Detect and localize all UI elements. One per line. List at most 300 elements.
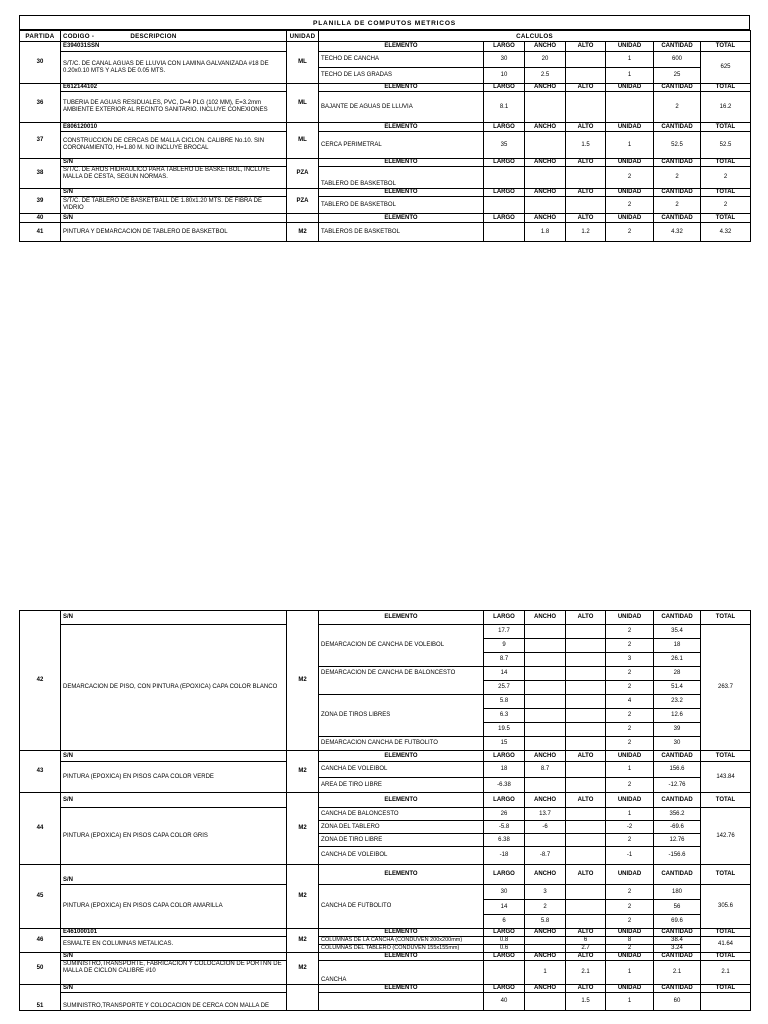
calc-elemento	[319, 625, 484, 639]
calc-unidad: 2	[606, 625, 654, 639]
calc-cantidad: 35.4	[654, 625, 701, 639]
ancho-header: ANCHO	[525, 953, 566, 961]
calc-elemento: CANCHA DE VOLEIBOL	[319, 762, 484, 778]
bottom-section	[19, 610, 750, 1011]
item-description: SUMINISTRO,TRANSPORTE Y COLOCACION DE CERCA CON MALLA DE	[61, 993, 287, 1011]
table-row	[20, 223, 751, 242]
calc-alto	[566, 653, 606, 667]
calc-alto	[566, 723, 606, 737]
calc-elemento: TABLERO DE BASKETBOL	[319, 167, 484, 189]
header-unidad: UNIDAD	[287, 31, 319, 42]
calc-alto	[566, 915, 606, 929]
item-code: E394031SSN	[61, 42, 287, 52]
partida-number: 45	[20, 865, 61, 929]
calc-largo: 14	[484, 667, 525, 681]
item-description: PINTURA (EPOXICA) EN PISOS CAPA COLOR VERDE	[61, 762, 287, 793]
calc-elemento	[319, 993, 484, 1011]
calc-ancho: 13.7	[525, 808, 566, 821]
item-code: E461000101	[61, 929, 287, 937]
total-header: TOTAL	[701, 793, 751, 808]
calc-cantidad: 51.4	[654, 681, 701, 695]
calc-unidad: 2	[606, 900, 654, 915]
unidad-header: UNIDAD	[606, 865, 654, 885]
unidad-header: UNIDAD	[606, 159, 654, 167]
calc-ancho	[525, 737, 566, 751]
partida-number: 30	[20, 42, 61, 84]
total-header: TOTAL	[701, 84, 751, 92]
total-header: TOTAL	[701, 865, 751, 885]
alto-header: ALTO	[566, 123, 606, 132]
calc-cantidad: 60	[654, 993, 701, 1011]
calc-cantidad: 3.24	[654, 945, 701, 953]
unidad-header: UNIDAD	[606, 929, 654, 937]
cantidad-header: CANTIDAD	[654, 793, 701, 808]
calc-ancho: 5.8	[525, 915, 566, 929]
calc-elemento: CANCHA	[319, 961, 484, 985]
item-code: S/N	[61, 953, 287, 961]
calc-ancho	[525, 625, 566, 639]
item-description: S/T/C. DE AROS HIDRAULICO PARA TABLERO DE BASKETBOL, INCLUYE MALLA DE CESTA, SEGUN NORMAS.	[61, 167, 287, 189]
alto-header: ALTO	[566, 793, 606, 808]
unidad-header: UNIDAD	[606, 751, 654, 762]
calc-unidad: 2	[606, 197, 654, 214]
item-unit: PZA	[287, 159, 319, 189]
item-code: E806120010	[61, 123, 287, 132]
partida-number: 50	[20, 953, 61, 985]
calc-cantidad: 12.6	[654, 709, 701, 723]
bottom-table	[19, 610, 751, 1011]
header-partida: PARTIDA	[20, 31, 61, 42]
calc-cantidad: 26.1	[654, 653, 701, 667]
calc-unidad: 1	[606, 808, 654, 821]
table-row	[20, 885, 751, 900]
header-calculos: CALCULOS	[319, 31, 751, 42]
calc-cantidad: 30	[654, 737, 701, 751]
alto-header: ALTO	[566, 751, 606, 762]
header-row	[20, 31, 751, 42]
elemento-header: ELEMENTO	[319, 123, 484, 132]
calc-largo: 8.7	[484, 653, 525, 667]
item-unit: ML	[287, 84, 319, 123]
alto-header: ALTO	[566, 865, 606, 885]
calc-elemento: TECHO DE LAS GRADAS	[319, 68, 484, 84]
calc-largo: 0.6	[484, 945, 525, 953]
calc-unidad: 1	[606, 68, 654, 84]
calc-unidad: 8	[606, 937, 654, 945]
sheet-title: PLANILLA DE COMPUTOS METRICOS	[19, 15, 750, 30]
calc-cantidad: 52.5	[654, 132, 701, 159]
unidad-header: UNIDAD	[606, 985, 654, 993]
cantidad-header: CANTIDAD	[654, 751, 701, 762]
item-code: S/N	[61, 793, 287, 808]
calc-largo: 18	[484, 762, 525, 778]
partida-total: 2.1	[701, 961, 751, 985]
item-description: PINTURA (EPOXICA) EN PISOS CAPA COLOR GRIS	[61, 808, 287, 865]
calc-elemento: TECHO DE CANCHA	[319, 52, 484, 68]
calc-ancho	[525, 937, 566, 945]
total-header: TOTAL	[701, 611, 751, 625]
item-description: PINTURA (EPOXICA) EN PISOS CAPA COLOR AMARILLA	[61, 885, 287, 929]
calc-elemento: TABLERO DE BASKETBOL	[319, 197, 484, 214]
calc-ancho	[525, 778, 566, 793]
calc-elemento: TABLEROS DE BASKETBOL	[319, 223, 484, 242]
table-row	[20, 159, 751, 167]
partida-number: 42	[20, 611, 61, 751]
calc-alto	[566, 834, 606, 847]
calc-alto	[566, 885, 606, 900]
cantidad-header: CANTIDAD	[654, 953, 701, 961]
calc-largo: 6	[484, 915, 525, 929]
largo-header: LARGO	[484, 953, 525, 961]
calc-alto: 6	[566, 937, 606, 945]
table-row	[20, 762, 751, 778]
calc-cantidad: -69.6	[654, 821, 701, 834]
largo-header: LARGO	[484, 214, 525, 223]
partida-total: 143.84	[701, 762, 751, 793]
calc-elemento: COLUMNAS DE LA CANCHA (CONDUVEN 200x200mm)	[319, 937, 484, 945]
total-header: TOTAL	[701, 123, 751, 132]
table-row	[20, 42, 751, 52]
partida-total: 142.76	[701, 808, 751, 865]
calc-ancho	[525, 681, 566, 695]
calc-ancho: 1.8	[525, 223, 566, 242]
item-unit: M2	[287, 611, 319, 751]
calc-elemento: DEMARCACION DE CANCHA DE VOLEIBOL	[319, 639, 484, 653]
ancho-header: ANCHO	[525, 929, 566, 937]
table-row	[20, 937, 751, 945]
item-code: S/N	[61, 611, 287, 625]
table-row	[20, 961, 751, 985]
ancho-header: ANCHO	[525, 189, 566, 197]
calc-ancho	[525, 653, 566, 667]
calc-elemento: COLUMNAS DEL TABLERO (CONDUVEN 155x155mm)	[319, 945, 484, 953]
elemento-header: ELEMENTO	[319, 865, 484, 885]
calc-largo: 5.8	[484, 695, 525, 709]
item-unit: M2	[287, 953, 319, 985]
calc-alto	[566, 821, 606, 834]
calc-ancho	[525, 197, 566, 214]
table-row	[20, 625, 751, 639]
calc-unidad: -2	[606, 821, 654, 834]
calc-alto: 1.2	[566, 223, 606, 242]
alto-header: ALTO	[566, 159, 606, 167]
calc-unidad: 2	[606, 885, 654, 900]
calc-largo: 14	[484, 900, 525, 915]
item-unit: M2	[287, 865, 319, 929]
calc-ancho	[525, 639, 566, 653]
calc-largo: 6.3	[484, 709, 525, 723]
total-header: TOTAL	[701, 159, 751, 167]
elemento-header: ELEMENTO	[319, 189, 484, 197]
calc-largo: 30	[484, 885, 525, 900]
calc-unidad: 2	[606, 223, 654, 242]
calc-cantidad: 2.1	[654, 961, 701, 985]
calc-cantidad: 2	[654, 197, 701, 214]
elemento-header: ELEMENTO	[319, 953, 484, 961]
alto-header: ALTO	[566, 84, 606, 92]
largo-header: LARGO	[484, 929, 525, 937]
item-unit: ML	[287, 42, 319, 84]
unidad-header: UNIDAD	[606, 214, 654, 223]
calc-cantidad: 2	[654, 92, 701, 123]
calc-largo	[484, 167, 525, 189]
calc-largo: 19.5	[484, 723, 525, 737]
largo-header: LARGO	[484, 611, 525, 625]
calc-elemento	[319, 681, 484, 695]
calc-cantidad: 12.76	[654, 834, 701, 847]
calc-unidad: 2	[606, 681, 654, 695]
calc-elemento: CANCHA DE FUTBOLITO	[319, 885, 484, 929]
alto-header: ALTO	[566, 985, 606, 993]
calc-alto	[566, 197, 606, 214]
calc-largo: -5.8	[484, 821, 525, 834]
table-row	[20, 929, 751, 937]
calc-cantidad: 180	[654, 885, 701, 900]
item-description: S/T/C. DE TABLERO DE BASKETBALL DE 1.80x1.20 MTS. DE FIBRA DE VIDRIO	[61, 197, 287, 214]
total-header: TOTAL	[701, 929, 751, 937]
largo-header: LARGO	[484, 123, 525, 132]
partida-total: 625	[701, 52, 751, 84]
calc-ancho	[525, 695, 566, 709]
calc-unidad: -1	[606, 847, 654, 865]
table-row	[20, 84, 751, 92]
top-table	[19, 30, 751, 242]
item-description: CONSTRUCCION DE CERCAS DE MALLA CICLON. CALIBRE No.10. SIN CORONAMIENTO, H=1.80 M. NO INCLUYE BROCAL	[61, 132, 287, 159]
cantidad-header: CANTIDAD	[654, 123, 701, 132]
table-row	[20, 808, 751, 821]
cantidad-header: CANTIDAD	[654, 611, 701, 625]
partida-total: 2	[701, 167, 751, 189]
largo-header: LARGO	[484, 985, 525, 993]
ancho-header: ANCHO	[525, 793, 566, 808]
calc-ancho: 2.5	[525, 68, 566, 84]
calc-alto	[566, 625, 606, 639]
total-header: TOTAL	[701, 42, 751, 52]
calc-unidad: 4	[606, 695, 654, 709]
item-unit: M2	[287, 793, 319, 865]
calc-unidad: 2	[606, 667, 654, 681]
calc-cantidad: 28	[654, 667, 701, 681]
calc-unidad: 2	[606, 834, 654, 847]
calc-unidad: 2	[606, 709, 654, 723]
ancho-header: ANCHO	[525, 611, 566, 625]
item-code: S/N	[61, 214, 287, 223]
calc-alto	[566, 900, 606, 915]
partida-number: 38	[20, 159, 61, 189]
largo-header: LARGO	[484, 159, 525, 167]
calc-largo: 35	[484, 132, 525, 159]
calc-cantidad: -156.6	[654, 847, 701, 865]
alto-header: ALTO	[566, 929, 606, 937]
item-unit: PZA	[287, 189, 319, 214]
calc-elemento: CERCA PERIMETRAL	[319, 132, 484, 159]
calc-cantidad: 39	[654, 723, 701, 737]
calc-ancho	[525, 723, 566, 737]
calc-unidad: 2	[606, 778, 654, 793]
calc-ancho	[525, 667, 566, 681]
calc-ancho: 8.7	[525, 762, 566, 778]
calc-alto: 2.7	[566, 945, 606, 953]
calc-unidad	[606, 92, 654, 123]
table-row	[20, 132, 751, 159]
calc-elemento	[319, 695, 484, 709]
ancho-header: ANCHO	[525, 214, 566, 223]
partida-total: 52.5	[701, 132, 751, 159]
item-code: S/N	[61, 865, 287, 885]
calc-unidad: 2	[606, 723, 654, 737]
elemento-header: ELEMENTO	[319, 214, 484, 223]
calc-ancho: 3	[525, 885, 566, 900]
table-row	[20, 865, 751, 885]
calc-elemento: DEMARCACION CANCHA DE FUTBOLITO	[319, 737, 484, 751]
calc-cantidad: 38.4	[654, 937, 701, 945]
calc-alto	[566, 52, 606, 68]
unidad-header: UNIDAD	[606, 953, 654, 961]
calc-cantidad: 23.2	[654, 695, 701, 709]
calc-ancho	[525, 92, 566, 123]
item-description: ESMALTE EN COLUMNAS METALICAS.	[61, 937, 287, 953]
item-code: S/N	[61, 751, 287, 762]
calc-largo: 17.7	[484, 625, 525, 639]
table-row	[20, 793, 751, 808]
alto-header: ALTO	[566, 42, 606, 52]
partida-number: 41	[20, 223, 61, 242]
calc-ancho: 1	[525, 961, 566, 985]
partida-number: 46	[20, 929, 61, 953]
elemento-header: ELEMENTO	[319, 793, 484, 808]
ancho-header: ANCHO	[525, 84, 566, 92]
cantidad-header: CANTIDAD	[654, 985, 701, 993]
partida-total: 16.2	[701, 92, 751, 123]
table-row	[20, 214, 751, 223]
calc-largo: 9	[484, 639, 525, 653]
alto-header: ALTO	[566, 189, 606, 197]
total-header: TOTAL	[701, 189, 751, 197]
calc-largo: -18	[484, 847, 525, 865]
largo-header: LARGO	[484, 84, 525, 92]
partida-total	[701, 993, 751, 1011]
total-header: TOTAL	[701, 953, 751, 961]
partida-number: 40	[20, 214, 61, 223]
cantidad-header: CANTIDAD	[654, 159, 701, 167]
partida-number: 36	[20, 84, 61, 123]
unidad-header: UNIDAD	[606, 84, 654, 92]
calc-alto	[566, 667, 606, 681]
total-header: TOTAL	[701, 985, 751, 993]
calc-ancho	[525, 709, 566, 723]
ancho-header: ANCHO	[525, 42, 566, 52]
total-header: TOTAL	[701, 751, 751, 762]
partida-total: 2	[701, 197, 751, 214]
calc-elemento: DEMARCACION DE CANCHA DE BALONCESTO	[319, 667, 484, 681]
ancho-header: ANCHO	[525, 123, 566, 132]
elemento-header: ELEMENTO	[319, 611, 484, 625]
item-unit	[287, 985, 319, 1011]
table-row	[20, 611, 751, 625]
item-code: S/N	[61, 189, 287, 197]
calc-alto	[566, 709, 606, 723]
calc-ancho	[525, 167, 566, 189]
calc-alto	[566, 167, 606, 189]
calc-cantidad: 4.32	[654, 223, 701, 242]
calc-unidad: 1	[606, 961, 654, 985]
item-unit: M2	[287, 223, 319, 242]
partida-number: 37	[20, 123, 61, 159]
table-row	[20, 953, 751, 961]
item-code: S/N	[61, 159, 287, 167]
top-section	[19, 15, 750, 242]
partida-total: 41.64	[701, 937, 751, 953]
elemento-header: ELEMENTO	[319, 985, 484, 993]
calc-largo	[484, 961, 525, 985]
calc-alto	[566, 695, 606, 709]
calc-ancho: 20	[525, 52, 566, 68]
item-unit: ML	[287, 123, 319, 159]
calc-alto: 1.5	[566, 993, 606, 1011]
largo-header: LARGO	[484, 793, 525, 808]
table-row	[20, 52, 751, 68]
header-codigo: CODIGO -	[63, 32, 95, 40]
cantidad-header: CANTIDAD	[654, 865, 701, 885]
alto-header: ALTO	[566, 611, 606, 625]
elemento-header: ELEMENTO	[319, 84, 484, 92]
calc-unidad: 2	[606, 915, 654, 929]
calc-unidad: 1	[606, 52, 654, 68]
calc-alto: 1.5	[566, 132, 606, 159]
partida-number: 51	[20, 985, 61, 1011]
calc-largo	[484, 223, 525, 242]
calc-elemento: CANCHA DE BALONCESTO	[319, 808, 484, 821]
ancho-header: ANCHO	[525, 159, 566, 167]
calc-alto	[566, 778, 606, 793]
table-row	[20, 985, 751, 993]
calc-cantidad: 600	[654, 52, 701, 68]
calc-alto	[566, 762, 606, 778]
item-description: DEMARCACION DE PISO, CON PINTURA (EPOXICA) CAPA COLOR BLANCO	[61, 625, 287, 751]
calc-ancho: -8.7	[525, 847, 566, 865]
header-descripcion: DESCRIPCION	[130, 32, 177, 40]
calc-largo: 30	[484, 52, 525, 68]
table-row	[20, 751, 751, 762]
calc-cantidad: -12.76	[654, 778, 701, 793]
calc-unidad: 2	[606, 167, 654, 189]
ancho-header: ANCHO	[525, 985, 566, 993]
item-unit: M2	[287, 751, 319, 793]
calc-cantidad: 356.2	[654, 808, 701, 821]
item-unit: M2	[287, 929, 319, 953]
calc-elemento: ZONA DEL TABLERO	[319, 821, 484, 834]
item-description: TUBERIA DE AGUAS RESIDUALES, PVC, D=4 PLG (102 MM), E=3.2mm AMBIENTE EXTERIOR AL RECINTO SANITARIO. INCLUYE CONEXIONES	[61, 92, 287, 123]
calc-largo: 26	[484, 808, 525, 821]
calc-cantidad: 18	[654, 639, 701, 653]
elemento-header: ELEMENTO	[319, 42, 484, 52]
largo-header: LARGO	[484, 189, 525, 197]
table-row	[20, 993, 751, 1011]
calc-unidad: 1	[606, 132, 654, 159]
calc-unidad: 3	[606, 653, 654, 667]
cantidad-header: CANTIDAD	[654, 84, 701, 92]
calc-alto	[566, 847, 606, 865]
calc-largo: 0.8	[484, 937, 525, 945]
calc-cantidad: 156.6	[654, 762, 701, 778]
calc-cantidad: 2	[654, 167, 701, 189]
calc-cantidad: 56	[654, 900, 701, 915]
table-row	[20, 123, 751, 132]
calc-unidad: 2	[606, 945, 654, 953]
calc-cantidad: 69.6	[654, 915, 701, 929]
table-row	[20, 92, 751, 123]
partida-number: 44	[20, 793, 61, 865]
